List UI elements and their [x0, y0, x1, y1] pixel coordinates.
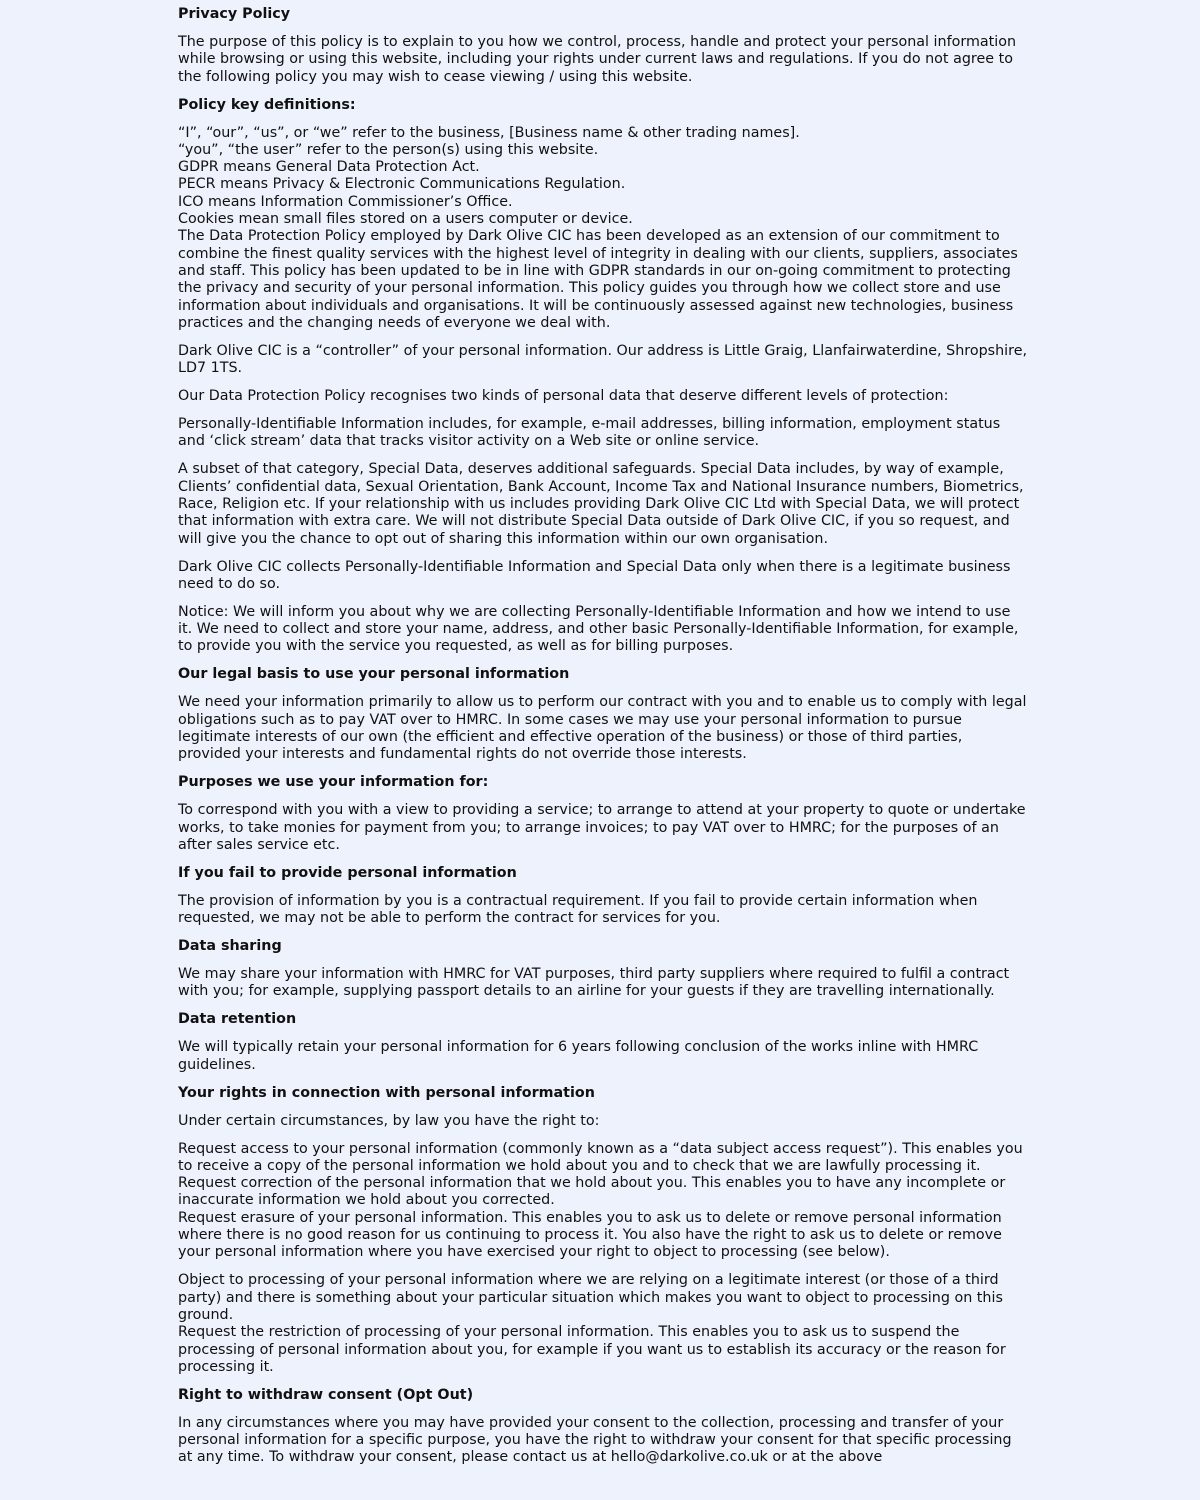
pii-paragraph: Personally-Identifiable Information includes, for example, e-mail addresses, billing information, employment status and ‘click stream’ data that tracks visitor activity on a Web site or online service. [178, 416, 1001, 450]
collection-paragraph: Dark Olive CIC collects Personally-Identifiable Information and Special Data only when there is a legitimate business need to do so. [178, 558, 1011, 592]
fail-heading: If you fail to provide personal information [178, 864, 517, 881]
right-item: Request access to your personal information (commonly known as a “data subject access request”). This enables you to receive a copy of the personal information we hold about you and to check that we are lawfully processing it. [178, 1140, 1023, 1174]
right-item: Request the restriction of processing of your personal information. This enables you to ask us to suspend the processing of personal information about you, for example if you want us to establish its accuracy or the reason for processing it. [178, 1324, 1006, 1375]
data-retention-paragraph: We will typically retain your personal information for 6 years following conclusion of the works inline with HMRC guidelines. [178, 1039, 979, 1073]
purposes-heading: Purposes we use your information for: [178, 774, 489, 791]
right-item: Request erasure of your personal information. This enables you to ask us to delete or remove personal information where there is no good reason for us continuing to process it. You also have the right to ask us to delete or remove your personal information where you have exercised your right to object to processing (see below). [178, 1209, 1002, 1261]
definition-line: ICO means Information Commissioner’s Office. [178, 193, 513, 210]
definition-line: GDPR means General Data Protection Act. [178, 159, 480, 176]
definition-line: “you”, “the user” refer to the person(s) using this website. [178, 141, 599, 158]
data-kinds-paragraph: Our Data Protection Policy recognises two kinds of personal data that deserve different levels of protection: [178, 388, 949, 405]
data-sharing-paragraph: We may share your information with HMRC for VAT purposes, third party suppliers where required to fulfil a contract with you; for example, supplying passport details to an airline for your guests if they are travelling internationally. [178, 966, 1010, 1000]
withdraw-consent-heading: Right to withdraw consent (Opt Out) [178, 1386, 474, 1403]
fail-paragraph: The provision of information by you is a contractual requirement. If you fail to provide certain information when requested, we may not be able to perform the contract for services for you. [178, 892, 978, 927]
withdraw-consent-paragraph: In any circumstances where you may have provided your consent to the collection, processing and transfer of your personal information for a specific purpose, you have the right to withdraw your consent for that specific processing at any time. To withdraw your consent, please contact us at hello@darkolive.co.uk or at the above [178, 1414, 1012, 1466]
policy-overview: The Data Protection Policy employed by Dark Olive CIC has been developed as an extension of our commitment to combine the finest quality services with the highest level of integrity in dealing with our clients, suppliers, associates and staff. This policy has been updated to be in line with GDPR standards in our on-going commitment to protecting the privacy and security of your personal information. This policy guides you through how we collect store and use information about individuals and organisations. It will be continuously assessed against new technologies, business practices and the changing needs of everyone we deal with. [178, 228, 1018, 331]
rights-block [178, 1272, 1028, 1376]
definition-line: “I”, “our”, “us”, or “we” refer to the business, [Business name & other trading names]. [178, 124, 800, 141]
rights-heading: Your rights in connection with personal information [178, 1084, 595, 1101]
definitions-block [178, 125, 1028, 333]
definition-line: PECR means Privacy & Electronic Communications Regulation. [178, 176, 626, 193]
page-title: Privacy Policy [178, 6, 291, 22]
notice-paragraph: Notice: We will inform you about why we are collecting Personally-Identifiable Information and how we intend to use it. We need to collect and store your name, address, and other basic Personally-Identifiable Information, for example, to provide you with the service you requested, as well as for billing purposes. [178, 603, 1019, 655]
special-data-paragraph: A subset of that category, Special Data, deserves additional safeguards. Special Data includes, by way of example, Clients’ confidential data, Sexual Orientation, Bank Account, Income Tax and National Insurance numbers, Biometrics, Race, Religion etc. If your relationship with us includes providing Dark Olive CIC Ltd with Special Data, we will protect that information with extra care. We will not distribute Special Data outside of Dark Olive CIC, if you so request, and will give you the chance to opt out of sharing this information within our own organisation. [178, 461, 1024, 547]
definition-line: Cookies mean small files stored on a users computer or device. [178, 211, 633, 228]
controller-paragraph: Dark Olive CIC is a “controller” of your personal information. Our address is Little Graig, Llanfairwaterdine, Shropshire, LD7 1TS. [178, 342, 1028, 377]
legal-basis-heading: Our legal basis to use your personal information [178, 666, 570, 683]
definitions-heading: Policy key definitions: [178, 96, 356, 113]
purposes-paragraph: To correspond with you with a view to providing a service; to arrange to attend at your property to quote or undertake works, to take monies for payment from you; to arrange invoices; to pay VAT over to HMRC; for the purposes of an after sales service etc. [178, 802, 1026, 853]
data-retention-heading: Data retention [178, 1011, 297, 1028]
privacy-policy-document [178, 6, 1028, 1477]
right-item: Request correction of the personal information that we hold about you. This enables you to have any incomplete or inaccurate information we hold about you corrected. [178, 1175, 1006, 1209]
data-sharing-heading: Data sharing [178, 938, 282, 955]
right-item: Object to processing of your personal information where we are relying on a legitimate interest (or those of a third party) and there is something about your particular situation which makes you want to object to processing on this ground. [178, 1272, 1003, 1323]
rights-block [178, 1141, 1028, 1262]
legal-basis-paragraph: We need your information primarily to allow us to perform our contract with you and to enable us to comply with legal obligations such as to pay VAT over to HMRC. In some cases we may use your personal information to pursue legitimate interests of our own (the efficient and effective operation of the business) or those of third parties, provided your interests and fundamental rights do not override those interests. [178, 694, 1027, 763]
rights-intro: Under certain circumstances, by law you have the right to: [178, 1112, 600, 1129]
intro-paragraph: The purpose of this policy is to explain to you how we control, process, handle and protect your personal information while browsing or using this website, including your rights under current laws and regulations. If you do not agree to the following policy you may wish to cease viewing / using this website. [178, 33, 1017, 85]
